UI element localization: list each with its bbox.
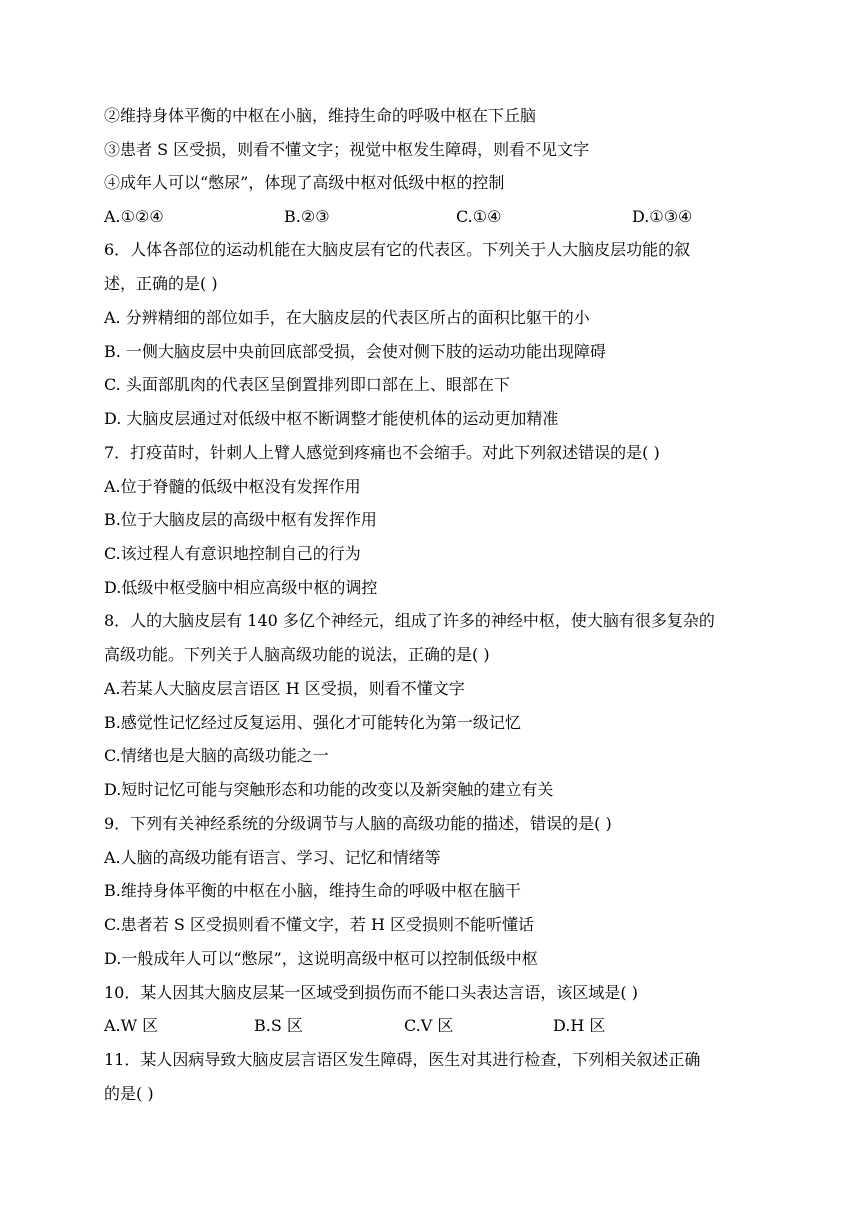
q9-option-d: D.一般成年人可以“憋尿”，这说明高级中枢可以控制低级中枢 — [104, 949, 538, 968]
q8-option-d: D.短时记忆可能与突触形态和功能的改变以及新突触的建立有关 — [104, 780, 554, 799]
q5-option-a: A.①②④ — [104, 207, 164, 226]
q11-stem-line-1: 11．某人因病导致大脑皮层言语区发生障碍，医生对其进行检查，下列相关叙述正确 — [104, 1050, 701, 1069]
q7-option-c: C.该过程人有意识地控制自己的行为 — [104, 544, 361, 563]
q9-option-a: A.人脑的高级功能有语言、学习、记忆和情绪等 — [104, 848, 441, 867]
q5-options — [104, 206, 744, 228]
q9-option-c: C.患者若 S 区受损则看不懂文字，若 H 区受损则不能听懂话 — [104, 915, 535, 934]
q6-stem-line-1: 6．人体各部位的运动机能在大脑皮层有它的代表区。下列关于人大脑皮层功能的叙 — [104, 240, 691, 259]
q9-option-b: B.维持身体平衡的中枢在小脑，维持生命的呼吸中枢在脑干 — [104, 881, 521, 900]
q5-statement-2: ②维持身体平衡的中枢在小脑，维持生命的呼吸中枢在下丘脑 — [104, 106, 537, 125]
q10-option-c: C.V 区 — [404, 1016, 454, 1035]
q10-option-b: B.S 区 — [254, 1016, 303, 1035]
q7-stem: 7．打疫苗时，针刺人上臂人感觉到疼痛也不会缩手。对此下列叙述错误的是( ) — [104, 443, 660, 462]
q5-statement-4: ④成年人可以“憋尿”，体现了高级中枢对低级中枢的控制 — [104, 173, 505, 192]
q10-options — [104, 1015, 744, 1037]
q5-option-b: B.②③ — [284, 207, 330, 226]
q7-option-d: D.低级中枢受脑中相应高级中枢的调控 — [104, 578, 378, 597]
q6-option-b: B. 一侧大脑皮层中央前回底部受损，会使对侧下肢的运动功能出现障碍 — [104, 342, 606, 361]
q11-stem-line-2: 的是( ) — [104, 1084, 154, 1103]
q5-option-d: D.①③④ — [632, 207, 693, 226]
q5-statement-3: ③患者 S 区受损，则看不懂文字；视觉中枢发生障碍，则看不见文字 — [104, 140, 590, 159]
q7-option-a: A.位于脊髓的低级中枢没有发挥作用 — [104, 477, 361, 496]
q8-stem-line-2: 高级功能。下列关于人脑高级功能的说法，正确的是( ) — [104, 645, 490, 664]
q10-stem: 10．某人因其大脑皮层某一区域受到损伤而不能口头表达言语，该区域是( ) — [104, 983, 638, 1002]
q10-option-a: A.W 区 — [104, 1016, 159, 1035]
q6-option-a: A. 分辨精细的部位如手，在大脑皮层的代表区所占的面积比躯干的小 — [104, 308, 590, 327]
q5-option-c: C.①④ — [456, 207, 502, 226]
q10-option-d: D.H 区 — [553, 1016, 606, 1035]
q8-option-b: B.感觉性记忆经过反复运用、强化才可能转化为第一级记忆 — [104, 713, 521, 732]
q8-stem-line-1: 8．人的大脑皮层有 140 多亿个神经元，组成了许多的神经中枢，使大脑有很多复杂的 — [104, 611, 715, 630]
q8-option-c: C.情绪也是大脑的高级功能之一 — [104, 746, 329, 765]
q6-option-c: C. 头面部肌肉的代表区呈倒置排列即口部在上、眼部在下 — [104, 375, 510, 394]
q6-stem-line-2: 述，正确的是( ) — [104, 274, 218, 293]
q6-option-d: D. 大脑皮层通过对低级中枢不断调整才能使机体的运动更加精准 — [104, 409, 559, 428]
q7-option-b: B.位于大脑皮层的高级中枢有发挥作用 — [104, 510, 377, 529]
q9-stem: 9．下列有关神经系统的分级调节与人脑的高级功能的描述，错误的是( ) — [104, 814, 612, 833]
q8-option-a: A.若某人大脑皮层言语区 H 区受损，则看不懂文字 — [104, 679, 465, 698]
